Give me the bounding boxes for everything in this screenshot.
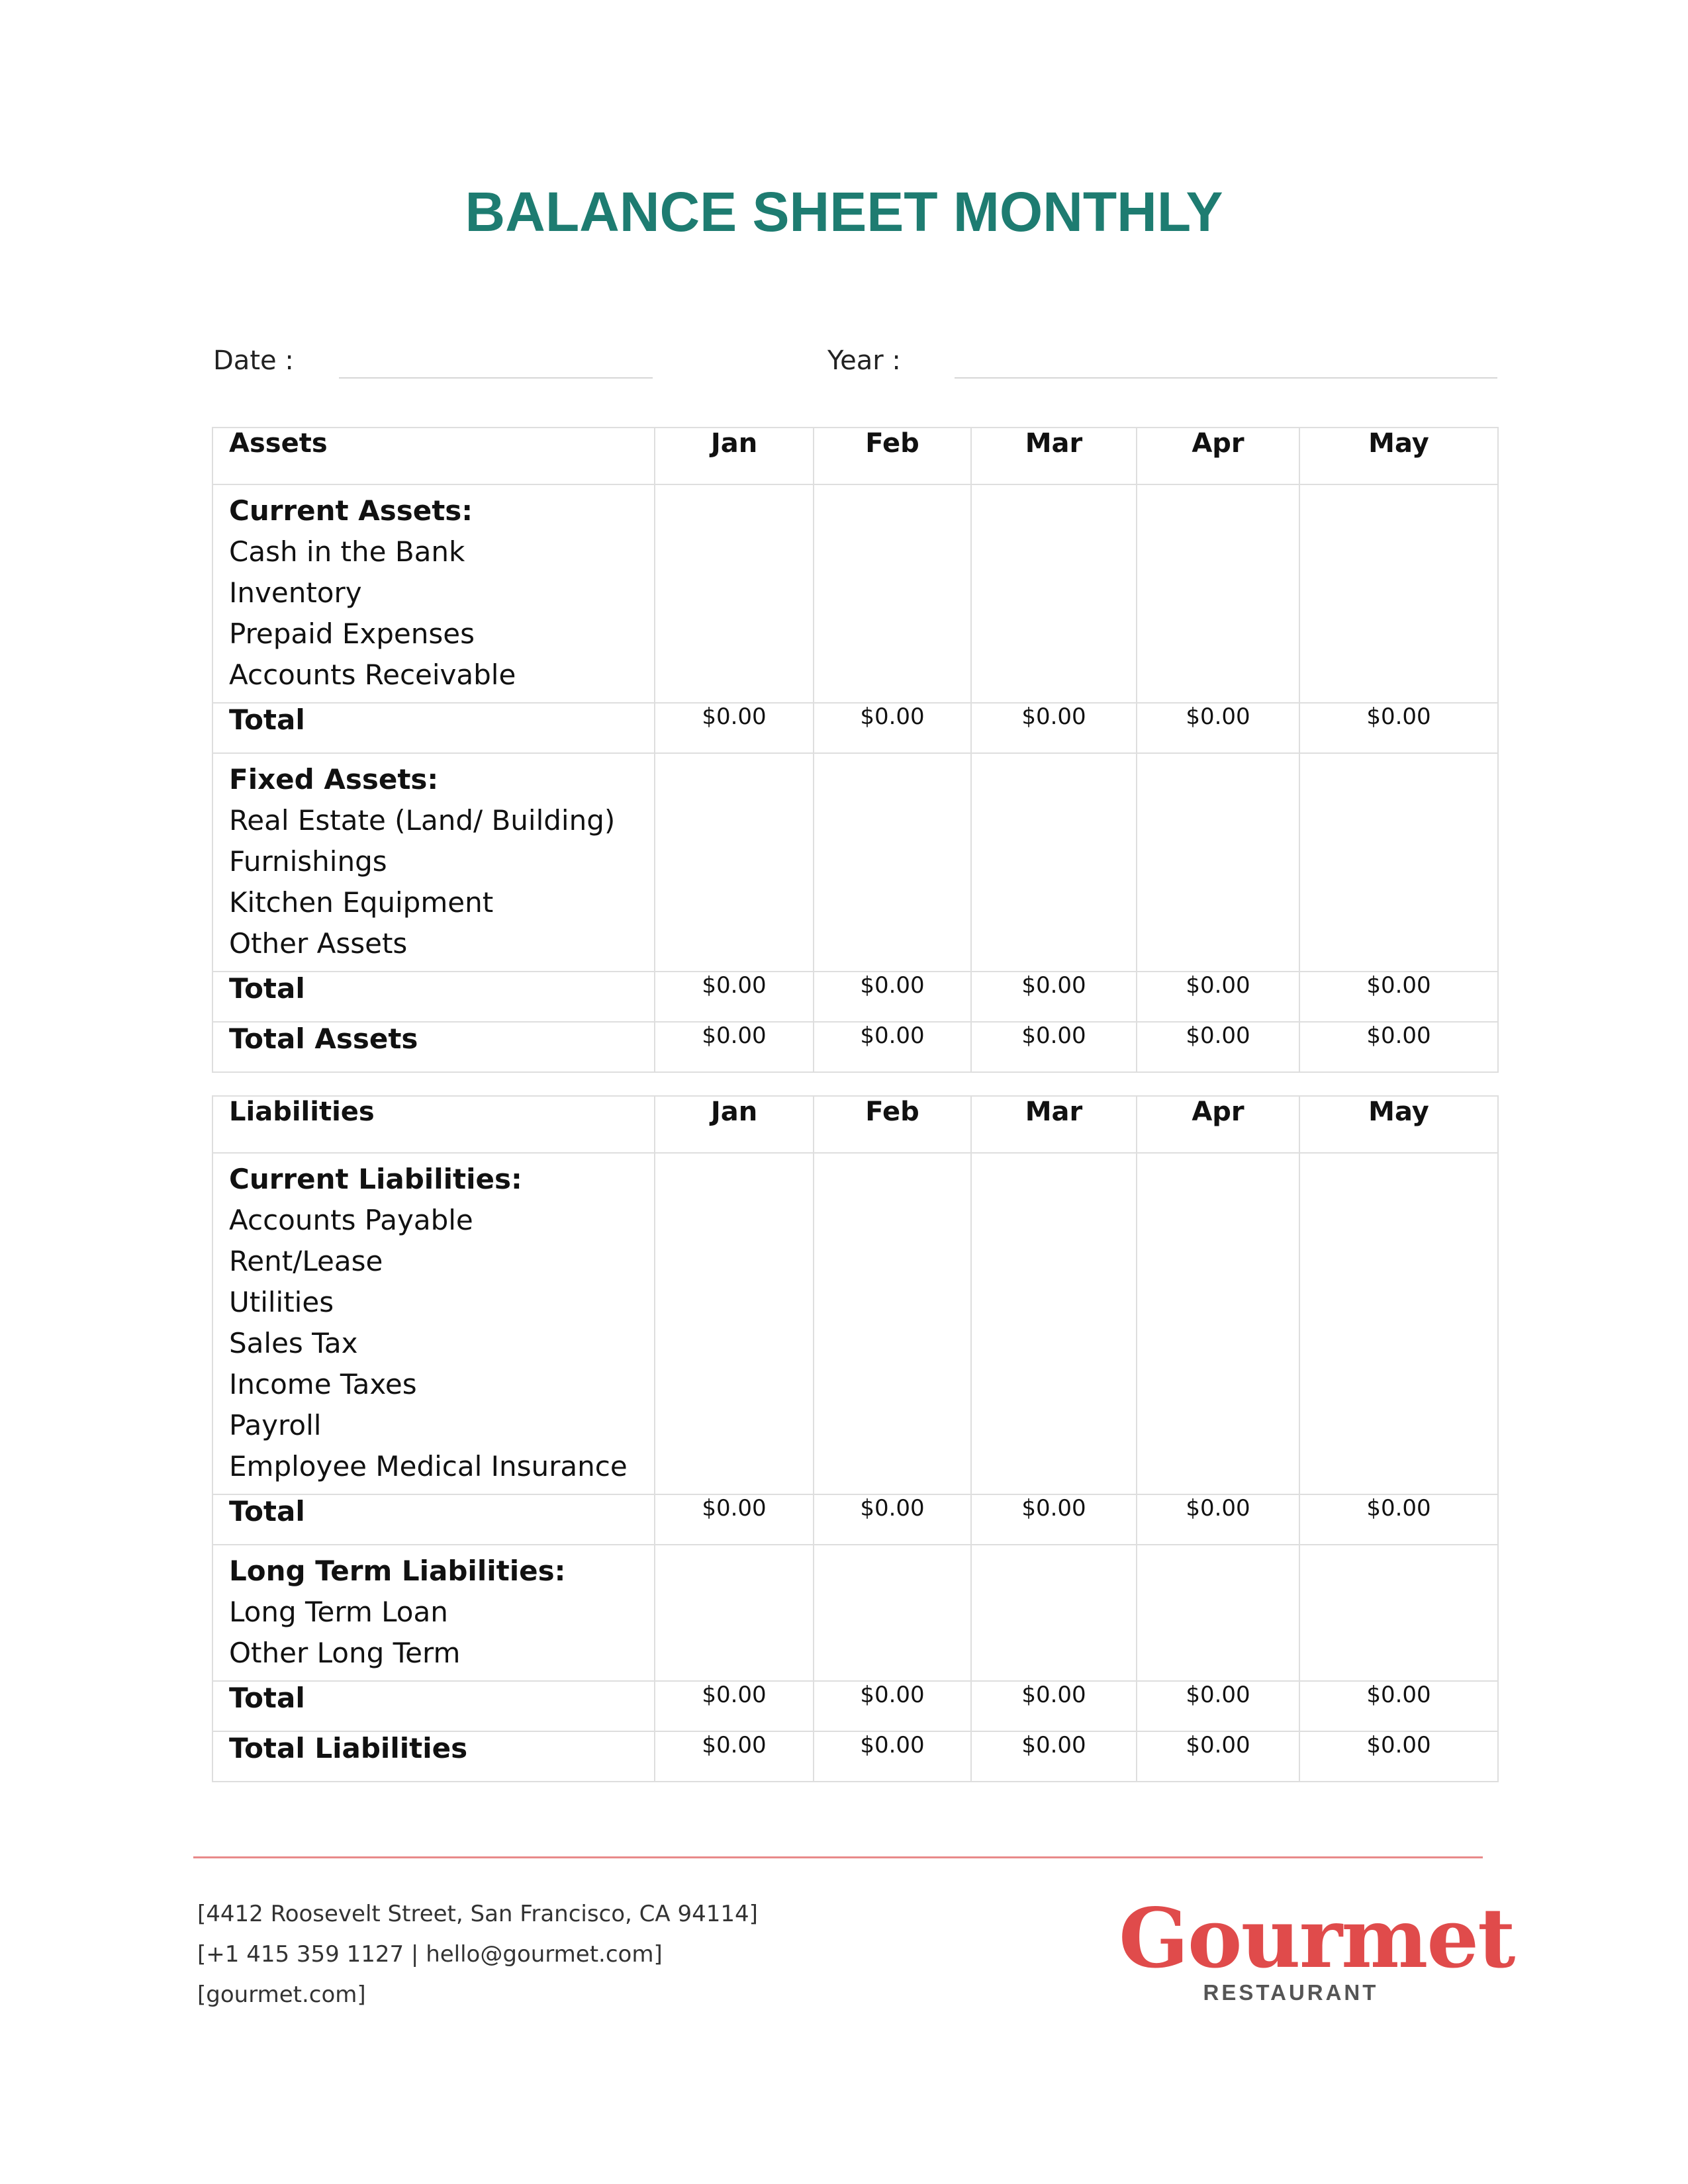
value-cell[interactable]	[1299, 1545, 1498, 1681]
asset-item: Real Estate (Land/ Building)	[229, 804, 616, 837]
footer-website: [gourmet.com]	[197, 1981, 366, 2008]
logo-wordmark: Gourmet	[1119, 1891, 1515, 1987]
liability-item: Accounts Payable	[229, 1204, 473, 1236]
value-cell[interactable]	[1137, 1153, 1299, 1494]
fixed-assets-group	[212, 753, 1498, 972]
footer-contact: [+1 415 359 1127 | hello@gourmet.com]	[197, 1941, 663, 1968]
liability-item: Income Taxes	[229, 1368, 417, 1400]
total-value: $0.00	[655, 703, 814, 753]
total-value: $0.00	[971, 1494, 1137, 1545]
logo-subtitle: RESTAURANT	[1203, 1980, 1379, 2005]
liabilities-table	[212, 1095, 1499, 1782]
fixed-assets-title: Fixed Assets:	[229, 763, 439, 796]
value-cell[interactable]	[971, 1153, 1137, 1494]
total-value: $0.00	[1299, 1494, 1498, 1545]
liabilities-header: Liabilities	[212, 1096, 655, 1153]
asset-item: Kitchen Equipment	[229, 886, 494, 919]
gourmet-logo	[1119, 1891, 1515, 2005]
liability-item: Sales Tax	[229, 1327, 358, 1359]
total-value: $0.00	[1137, 1681, 1299, 1731]
date-field[interactable]	[339, 377, 653, 379]
current-assets-group	[212, 484, 1498, 703]
total-value: $0.00	[1137, 1731, 1299, 1782]
total-value: $0.00	[655, 972, 814, 1022]
month-header-jan: Jan	[655, 1096, 814, 1153]
assets-header-row	[212, 428, 1498, 484]
value-cell[interactable]	[814, 1545, 971, 1681]
total-value: $0.00	[1299, 703, 1498, 753]
liability-item: Employee Medical Insurance	[229, 1450, 628, 1482]
total-value: $0.00	[655, 1681, 814, 1731]
total-value: $0.00	[971, 1731, 1137, 1782]
value-cell[interactable]	[971, 484, 1137, 703]
year-label: Year :	[827, 345, 901, 376]
total-assets-row	[212, 1022, 1498, 1072]
asset-item: Cash in the Bank	[229, 535, 465, 568]
month-header-apr: Apr	[1137, 428, 1299, 484]
current-liabilities-group	[212, 1153, 1498, 1494]
total-value: $0.00	[971, 1022, 1137, 1072]
footer-address: [4412 Roosevelt Street, San Francisco, CA 94114]	[197, 1901, 758, 1927]
assets-header: Assets	[212, 428, 655, 484]
total-value: $0.00	[1137, 1022, 1299, 1072]
month-header-apr: Apr	[1137, 1096, 1299, 1153]
total-value: $0.00	[1299, 1022, 1498, 1072]
total-assets-label: Total Assets	[212, 1022, 655, 1072]
month-header-mar: Mar	[971, 428, 1137, 484]
total-label: Total	[212, 1681, 655, 1731]
value-cell[interactable]	[655, 1153, 814, 1494]
long-term-liabilities-title: Long Term Liabilities:	[229, 1555, 566, 1587]
total-value: $0.00	[655, 1494, 814, 1545]
value-cell[interactable]	[655, 484, 814, 703]
total-value: $0.00	[1137, 1494, 1299, 1545]
fixed-assets-labels	[212, 753, 655, 972]
month-header-feb: Feb	[814, 1096, 971, 1153]
total-value: $0.00	[971, 1681, 1137, 1731]
asset-item: Accounts Receivable	[229, 659, 516, 691]
total-value: $0.00	[655, 1022, 814, 1072]
value-cell[interactable]	[814, 484, 971, 703]
month-header-jan: Jan	[655, 428, 814, 484]
date-label: Date :	[213, 345, 294, 376]
value-cell[interactable]	[971, 753, 1137, 972]
total-liabilities-row	[212, 1731, 1498, 1782]
fixed-assets-total-row	[212, 972, 1498, 1022]
asset-item: Prepaid Expenses	[229, 617, 475, 650]
total-label: Total	[212, 972, 655, 1022]
value-cell[interactable]	[1137, 1545, 1299, 1681]
total-value: $0.00	[814, 703, 971, 753]
long-term-liabilities-labels	[212, 1545, 655, 1681]
value-cell[interactable]	[655, 1545, 814, 1681]
month-header-may: May	[1299, 1096, 1498, 1153]
liability-item: Other Long Term	[229, 1637, 461, 1669]
asset-item: Other Assets	[229, 927, 408, 960]
total-value: $0.00	[1299, 1731, 1498, 1782]
total-value: $0.00	[655, 1731, 814, 1782]
value-cell[interactable]	[1137, 484, 1299, 703]
total-label: Total	[212, 1494, 655, 1545]
total-value: $0.00	[814, 1494, 971, 1545]
liability-item: Long Term Loan	[229, 1596, 448, 1628]
value-cell[interactable]	[655, 753, 814, 972]
liabilities-header-row	[212, 1096, 1498, 1153]
asset-item: Furnishings	[229, 845, 387, 878]
year-field[interactable]	[955, 377, 1497, 379]
liability-item: Rent/Lease	[229, 1245, 383, 1277]
long-term-liabilities-total-row	[212, 1681, 1498, 1731]
month-header-may: May	[1299, 428, 1498, 484]
value-cell[interactable]	[1299, 753, 1498, 972]
value-cell[interactable]	[814, 1153, 971, 1494]
asset-item: Inventory	[229, 576, 362, 609]
value-cell[interactable]	[1299, 484, 1498, 703]
value-cell[interactable]	[1299, 1153, 1498, 1494]
value-cell[interactable]	[1137, 753, 1299, 972]
current-assets-total-row	[212, 703, 1498, 753]
value-cell[interactable]	[971, 1545, 1137, 1681]
total-value: $0.00	[814, 1022, 971, 1072]
total-value: $0.00	[1299, 972, 1498, 1022]
month-header-mar: Mar	[971, 1096, 1137, 1153]
page-title: BALANCE SHEET MONTHLY	[465, 181, 1223, 243]
total-value: $0.00	[971, 972, 1137, 1022]
total-value: $0.00	[814, 1731, 971, 1782]
total-label: Total	[212, 703, 655, 753]
long-term-liabilities-group	[212, 1545, 1498, 1681]
footer-divider	[193, 1856, 1483, 1858]
total-value: $0.00	[814, 972, 971, 1022]
month-header-feb: Feb	[814, 428, 971, 484]
current-liabilities-labels	[212, 1153, 655, 1494]
value-cell[interactable]	[814, 753, 971, 972]
liability-item: Utilities	[229, 1286, 334, 1318]
total-value: $0.00	[814, 1681, 971, 1731]
total-value: $0.00	[971, 703, 1137, 753]
total-value: $0.00	[1137, 972, 1299, 1022]
assets-table	[212, 427, 1499, 1073]
total-value: $0.00	[1299, 1681, 1498, 1731]
current-assets-title: Current Assets:	[229, 494, 473, 527]
liability-item: Payroll	[229, 1409, 322, 1441]
total-liabilities-label: Total Liabilities	[212, 1731, 655, 1782]
current-liabilities-title: Current Liabilities:	[229, 1163, 522, 1195]
current-liabilities-total-row	[212, 1494, 1498, 1545]
total-value: $0.00	[1137, 703, 1299, 753]
current-assets-labels	[212, 484, 655, 703]
